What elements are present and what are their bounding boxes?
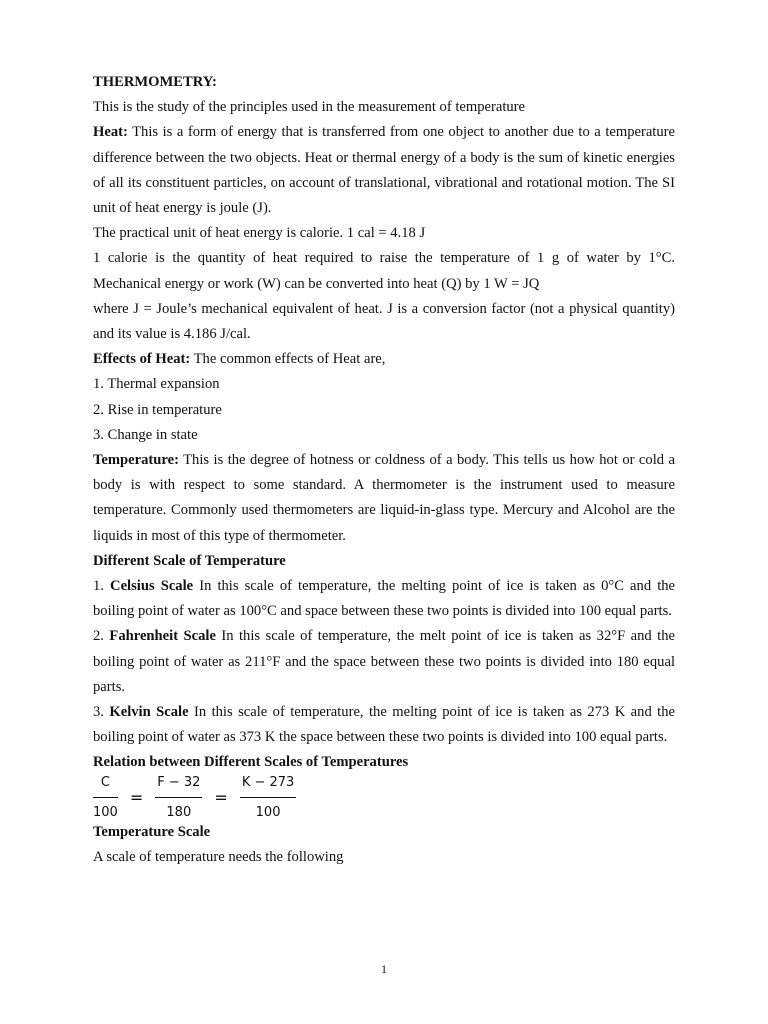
fraction-denominator: 100 — [255, 805, 281, 821]
fraction-denominator: 180 — [166, 805, 192, 821]
relation-heading: Relation between Different Scales of Temperatures — [93, 754, 409, 771]
kelvin-scale-text: In this scale of temperature, the melting point of ice is taken as 273 K and the boiling point of water as 373 K the space between these two points is divided into 100 equal parts. — [93, 704, 676, 746]
celsius-fraction — [93, 770, 118, 825]
fraction-numerator: F − 32 — [155, 770, 202, 798]
temperature-text: This is the degree of hotness or coldness of a body. This tells us how hot or cold a body is with respect to some standard. A thermometer is the instrument used to measure temperature. Commonly used thermometers are liquid-in-glass type. Mercury and Alcohol are the liquids in most of this type of thermometer. — [93, 452, 675, 544]
effects-text: The common effects of Heat are, — [190, 351, 386, 368]
heat-label: Heat: — [93, 124, 128, 141]
equals-sign: = — [214, 788, 228, 808]
temperature-scale-heading: Temperature Scale — [93, 823, 211, 840]
fahrenheit-fraction — [155, 770, 202, 825]
fahrenheit-scale-paragraph — [93, 624, 675, 700]
scale-number: 3. — [93, 704, 110, 721]
temperature-label: Temperature: — [93, 452, 179, 469]
document-body — [93, 70, 675, 870]
scale-relation-equation — [93, 776, 675, 820]
joule-definition-paragraph: where J = Joule’s mechanical equivalent of heat. J is a conversion factor (not a physical quantity) and its value is 4.186 J/cal. — [93, 300, 675, 343]
heat-text: This is a form of energy that is transferred from one object to another due to a temperature difference between the two objects. Heat or thermal energy of a body is the sum of kinetic energies of all its constituent particles, on account of translational, vibrational and rotational motion. The SI unit of heat energy is joule (J). — [93, 124, 675, 217]
fahrenheit-scale-label: Fahrenheit Scale — [109, 628, 216, 645]
fraction-numerator: C — [93, 770, 118, 798]
equals-sign: = — [129, 788, 144, 808]
heat-paragraph — [93, 120, 675, 221]
intro-paragraph: This is the study of the principles used in the measurement of temperature — [93, 99, 526, 116]
kelvin-scale-label: Kelvin Scale — [109, 704, 189, 721]
effects-item: 1. Thermal expansion — [93, 376, 220, 393]
effects-item: 3. Change in state — [93, 426, 198, 443]
fahrenheit-scale-text: In this scale of temperature, the melt point of ice is taken as 32°F and the boiling point of water as 211°F and the space between these two points is divided into 180 equal parts. — [93, 628, 675, 695]
kelvin-fraction — [240, 770, 297, 825]
scale-number: 1. — [93, 578, 111, 595]
fraction-numerator: K − 273 — [240, 770, 297, 798]
kelvin-scale-paragraph — [93, 700, 675, 750]
effects-label: Effects of Heat: — [93, 351, 191, 368]
page-number: 1 — [381, 962, 387, 976]
celsius-scale-text: In this scale of temperature, the melting point of ice is taken as 0°C and the boiling point of water as 100°C and space between these two points is divided into 100 equal parts. — [93, 578, 676, 620]
celsius-scale-paragraph — [93, 574, 675, 624]
document-heading: THERMOMETRY: — [93, 74, 217, 90]
temperature-paragraph — [93, 448, 675, 549]
effects-item: 2. Rise in temperature — [93, 401, 222, 418]
fraction-denominator: 100 — [93, 805, 118, 821]
celsius-scale-label: Celsius Scale — [110, 578, 194, 595]
calorie-definition-paragraph: 1 calorie is the quantity of heat required to raise the temperature of 1 g of water by 1°C. Mechanical energy or work (W) can be converted into heat (Q) by 1 W = JQ — [93, 250, 675, 292]
effects-paragraph — [93, 347, 675, 372]
scale-number: 2. — [93, 628, 110, 645]
scales-heading: Different Scale of Temperature — [93, 552, 286, 569]
temperature-scale-text: A scale of temperature needs the following — [93, 848, 344, 865]
practical-unit-paragraph: The practical unit of heat energy is calorie. 1 cal = 4.18 J — [93, 225, 426, 242]
